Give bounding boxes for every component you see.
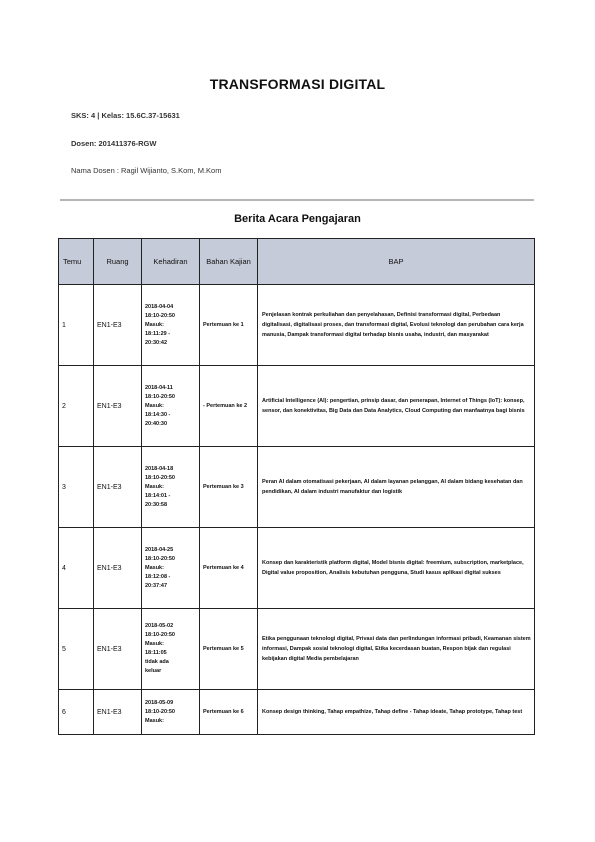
cell-temu: 3 [59, 447, 94, 528]
cell-temu: 4 [59, 528, 94, 609]
cell-ruang: EN1-E3 [94, 690, 142, 735]
kehadiran-line: Masuk: [145, 483, 164, 490]
kehadiran-line: 2018-04-11 [145, 384, 173, 391]
table-header-row [59, 239, 535, 285]
cell-bahan-kajian: Pertemuan ke 3 [200, 447, 258, 528]
cell-kehadiran [142, 690, 200, 735]
dosen-text: Dosen: 201411376-RGW [71, 139, 157, 148]
cell-bahan-kajian: Pertemuan ke 4 [200, 528, 258, 609]
table-row [59, 366, 535, 447]
cell-ruang: EN1-E3 [94, 285, 142, 366]
cell-bahan-kajian: Pertemuan ke 5 [200, 609, 258, 690]
kehadiran-line: 2018-04-25 [145, 546, 174, 553]
cell-bap: Konsep design thinking, Tahap empathize, Tahap define - Tahap ideate, Tahap prototype, Tahap test [258, 690, 535, 735]
cell-bahan-kajian: Pertemuan ke 1 [200, 285, 258, 366]
document-title: TRANSFORMASI DIGITAL [209, 76, 386, 92]
kehadiran-line: 2018-04-04 [145, 303, 174, 310]
kehadiran-line: 2018-04-18 [145, 465, 174, 472]
kehadiran-line: 18:14:30 - [145, 411, 171, 418]
section-title: Berita Acara Pengajaran [234, 213, 361, 225]
kehadiran-line: Masuk: [145, 641, 164, 647]
kehadiran-line: Masuk: [145, 321, 164, 328]
table-row [59, 447, 535, 528]
cell-temu: 2 [59, 366, 94, 447]
nama-dosen: Nama Dosen : Ragil Wijianto, S.Kom, M.Kom [71, 166, 222, 175]
cell-bap: Konsep dan karakteristik platform digital, Model bisnis digital: freemium, subscription, marketplace, Digital value proposition, Analisis kebutuhan pengguna, Studi kasus aplikasi digital sukses [258, 528, 535, 609]
divider [60, 199, 534, 201]
sks-kelas-info [71, 111, 180, 120]
header-temu: Temu [59, 239, 94, 285]
table-row [59, 690, 535, 735]
kehadiran-line: tidak ada [145, 659, 169, 665]
cell-kehadiran [142, 528, 200, 609]
header-ruang: Ruang [94, 239, 142, 285]
kehadiran-line: 20:37:47 [145, 582, 168, 589]
cell-temu: 6 [59, 690, 94, 735]
cell-bap: Etika penggunaan teknologi digital, Privasi data dan perlindungan informasi pribadi, Keamanan sistem informasi, Dampak sosial teknologi digital, Etika kecerdasan buatan, Respon bijak dan regulasi kebijakan digital Media pembelajaran [258, 609, 535, 690]
header-bahan-kajian: Bahan Kajian [200, 239, 258, 285]
kehadiran-line: 20:30:42 [145, 339, 168, 346]
cell-kehadiran [142, 285, 200, 366]
kehadiran-line: 20:40:30 [145, 420, 168, 427]
dosen-info [71, 139, 156, 148]
cell-bahan-kajian: - Pertemuan ke 2 [200, 366, 258, 447]
cell-kehadiran [142, 609, 200, 690]
header-bap: BAP [258, 239, 535, 285]
kehadiran-line: 18:11:05 [145, 650, 167, 656]
cell-temu: 5 [59, 609, 94, 690]
kehadiran-line: 18:14:01 - [145, 492, 171, 499]
cell-bahan-kajian: Pertemuan ke 6 [200, 690, 258, 735]
kehadiran-line: 2018-05-02 [145, 623, 174, 629]
kehadiran-line: 18:11:29 - [145, 330, 171, 337]
kehadiran-line: keluar [145, 668, 162, 674]
bap-table [58, 238, 535, 735]
cell-temu: 1 [59, 285, 94, 366]
cell-kehadiran [142, 366, 200, 447]
cell-bap: Peran AI dalam otomatisasi pekerjaan, AI dalam layanan pelanggan, AI dalam bidang kesehatan dan pendidikan, AI dalam industri manufaktur dan logistik [258, 447, 535, 528]
kehadiran-line: 20:30:58 [145, 501, 168, 508]
kehadiran-line: Masuk: [145, 564, 164, 571]
cell-bap: Penjelasan kontrak perkuliahan dan penyelahasan, Definisi transformasi digital, Perbedaan digitalisasi, digitalisasi proses, dan transformasi digital, Evolusi teknologi dan perubahan cara kerja manusia, Dampak transformasi digital terhadap bisnis usaha, industri, dan masyarakat [258, 285, 535, 366]
kehadiran-line: 18:10-20:50 [145, 474, 175, 481]
kehadiran-line: Masuk: [145, 717, 164, 724]
cell-kehadiran [142, 447, 200, 528]
sks-kelas-text: SKS: 4 | Kelas: 15.6C.37-15631 [71, 111, 180, 120]
header-kehadiran: Kehadiran [142, 239, 200, 285]
kehadiran-line: 18:10-20:50 [145, 555, 175, 562]
cell-ruang: EN1-E3 [94, 609, 142, 690]
kehadiran-line: 18:10-20:50 [145, 708, 175, 715]
kehadiran-line: Masuk: [145, 402, 164, 409]
cell-bap: Artificial Intelligence (AI): pengertian, prinsip dasar, dan penerapan, Internet of Things (IoT): konsep, sensor, dan konektivitas, Big Data dan Data Analytics, Cloud Computing dan manfaatnya bagi bisnis [258, 366, 535, 447]
kehadiran-line: 18:10-20:50 [145, 393, 175, 400]
kehadiran-line: 18:12:08 - [145, 573, 171, 580]
kehadiran-line: 18:10-20:50 [145, 312, 175, 319]
cell-ruang: EN1-E3 [94, 447, 142, 528]
table-row [59, 285, 535, 366]
kehadiran-line: 2018-05-09 [145, 699, 174, 706]
cell-ruang: EN1-E3 [94, 366, 142, 447]
kehadiran-line: 18:10-20:50 [145, 632, 175, 638]
cell-ruang: EN1-E3 [94, 528, 142, 609]
table-row [59, 528, 535, 609]
table-row [59, 609, 535, 690]
